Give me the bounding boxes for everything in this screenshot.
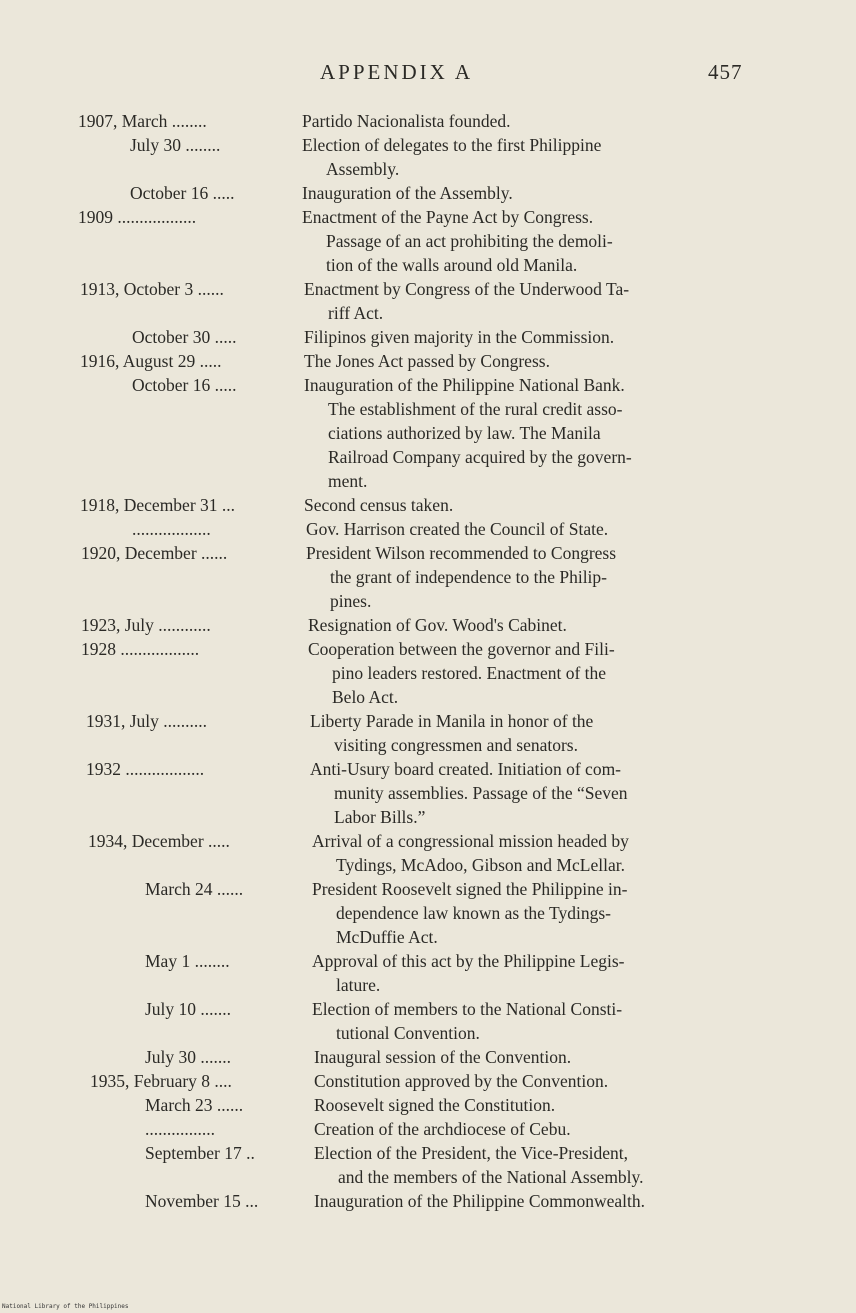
entry-date: 1934, December ..... (88, 831, 230, 851)
chronology-entry (0, 1141, 856, 1189)
description-line: Creation of the archdiocese of Cebu. (314, 1119, 571, 1139)
chronology-entry (0, 1189, 856, 1213)
description-line: Inaugural session of the Convention. (314, 1047, 572, 1067)
chronology-entry (0, 1093, 856, 1117)
description-line: and the members of the National Assembly. (338, 1167, 644, 1187)
description-line: tion of the walls around old Manila. (326, 255, 578, 275)
entry-date: October 30 ..... (132, 327, 237, 347)
chronology-entry (0, 637, 856, 709)
description-line: Resignation of Gov. Wood's Cabinet. (308, 615, 567, 635)
chronology-entry (0, 1117, 856, 1141)
chronology-entry (0, 373, 856, 493)
chronology-entry (0, 541, 856, 613)
description-line: The establishment of the rural credit asso- (328, 399, 623, 419)
description-line: Enactment of the Payne Act by Congress. (302, 207, 594, 227)
entry-date: 1923, July ............ (81, 615, 211, 635)
entry-date: 1932 .................. (86, 759, 205, 779)
description-line: dependence law known as the Tydings- (336, 903, 611, 923)
entry-date: July 10 ....... (145, 999, 232, 1019)
chronology-entry (0, 109, 856, 133)
entry-description (0, 1093, 856, 1117)
entry-description (0, 181, 856, 205)
chronology-entry (0, 181, 856, 205)
entry-date: 1913, October 3 ...... (80, 279, 224, 299)
page-title: APPENDIX A (320, 60, 474, 84)
entry-date: 1920, December ...... (81, 543, 228, 563)
entry-date: 1918, December 31 ... (80, 495, 236, 515)
description-line: Election of members to the National Consti- (312, 999, 623, 1019)
chronology-entry (0, 1069, 856, 1093)
description-line: Railroad Company acquired by the govern- (328, 447, 632, 467)
library-watermark: National Library of the Philippines (2, 1303, 129, 1310)
chronology-entry (0, 517, 856, 541)
description-line: Approval of this act by the Philippine Legis- (312, 951, 625, 971)
chronology-entry (0, 325, 856, 349)
entry-description (0, 949, 856, 997)
description-line: the grant of independence to the Philip- (330, 567, 608, 587)
description-line: Arrival of a congressional mission headed by (312, 831, 629, 851)
description-line: The Jones Act passed by Congress. (304, 351, 550, 371)
entry-date: 1907, March ........ (78, 111, 207, 131)
chronology-entry (0, 709, 856, 757)
description-line: Roosevelt signed the Constitution. (314, 1095, 556, 1115)
entry-date: March 23 ...... (145, 1095, 244, 1115)
description-line: Second census taken. (304, 495, 454, 515)
entry-description (0, 1141, 856, 1189)
description-line: tutional Convention. (336, 1023, 480, 1043)
chronology-entry (0, 493, 856, 517)
description-line: Filipinos given majority in the Commission. (304, 327, 615, 347)
entry-date: October 16 ..... (130, 183, 235, 203)
description-line: President Wilson recommended to Congress (306, 543, 617, 563)
chronology-entry (0, 133, 856, 181)
chronology-entry (0, 613, 856, 637)
chronology-entry (0, 757, 856, 829)
entry-date: July 30 ....... (145, 1047, 232, 1067)
entry-description (0, 373, 856, 493)
page-header (0, 60, 856, 90)
entry-description (0, 517, 856, 541)
entry-description (0, 877, 856, 949)
entry-date: 1928 .................. (81, 639, 200, 659)
description-line: Cooperation between the governor and Fili- (308, 639, 615, 659)
description-line: Labor Bills.” (334, 807, 426, 827)
chronology-entry (0, 997, 856, 1045)
description-line: President Roosevelt signed the Philippine in- (312, 879, 628, 899)
description-line: pino leaders restored. Enactment of the (332, 663, 607, 683)
description-line: Enactment by Congress of the Underwood Ta- (304, 279, 630, 299)
description-line: Assembly. (326, 159, 400, 179)
description-line: Gov. Harrison created the Council of State. (306, 519, 609, 539)
description-line: visiting congressmen and senators. (334, 735, 578, 755)
entry-date: October 16 ..... (132, 375, 237, 395)
description-line: Tydings, McAdoo, Gibson and McLellar. (336, 855, 625, 875)
description-line: Election of the President, the Vice-President, (314, 1143, 629, 1163)
entry-date: 1935, February 8 .... (90, 1071, 232, 1091)
description-line: ment. (328, 471, 368, 491)
entry-date: 1931, July .......... (86, 711, 208, 731)
entry-description (0, 325, 856, 349)
chronology-entry (0, 829, 856, 877)
entry-date: March 24 ...... (145, 879, 244, 899)
chronology-entry (0, 205, 856, 277)
chronology-entry (0, 349, 856, 373)
description-line: Anti-Usury board created. Initiation of com- (310, 759, 622, 779)
entry-date: November 15 ... (145, 1191, 259, 1211)
chronology-entry (0, 877, 856, 949)
entry-date: .................. (132, 519, 211, 539)
description-line: Constitution approved by the Convention. (314, 1071, 609, 1091)
description-line: Liberty Parade in Manila in honor of the (310, 711, 594, 731)
description-line: Election of delegates to the first Philippine (302, 135, 602, 155)
entry-date: July 30 ........ (130, 135, 221, 155)
description-line: Passage of an act prohibiting the demoli- (326, 231, 613, 251)
description-line: lature. (336, 975, 381, 995)
description-line: Inauguration of the Philippine National Bank. (304, 375, 625, 395)
entry-date: ................ (145, 1119, 215, 1139)
description-line: riff Act. (328, 303, 384, 323)
description-line: pines. (330, 591, 372, 611)
page-number: 457 (708, 60, 743, 84)
entry-description (0, 1045, 856, 1069)
entry-description (0, 997, 856, 1045)
description-line: Partido Nacionalista founded. (302, 111, 511, 131)
chronology-entry (0, 949, 856, 997)
chronology-entry (0, 1045, 856, 1069)
description-line: ciations authorized by law. The Manila (328, 423, 601, 443)
description-line: Inauguration of the Philippine Commonwealth. (314, 1191, 645, 1211)
entry-description (0, 1189, 856, 1213)
description-line: Belo Act. (332, 687, 399, 707)
entry-date: September 17 .. (145, 1143, 255, 1163)
entry-date: 1916, August 29 ..... (80, 351, 222, 371)
entry-description (0, 133, 856, 181)
chronology-entry (0, 277, 856, 325)
entry-description (0, 1117, 856, 1141)
description-line: McDuffie Act. (336, 927, 438, 947)
entry-date: 1909 .................. (78, 207, 197, 227)
chronology-list (0, 109, 856, 1213)
description-line: Inauguration of the Assembly. (302, 183, 513, 203)
description-line: munity assemblies. Passage of the “Seven (334, 783, 628, 803)
entry-date: May 1 ........ (145, 951, 230, 971)
